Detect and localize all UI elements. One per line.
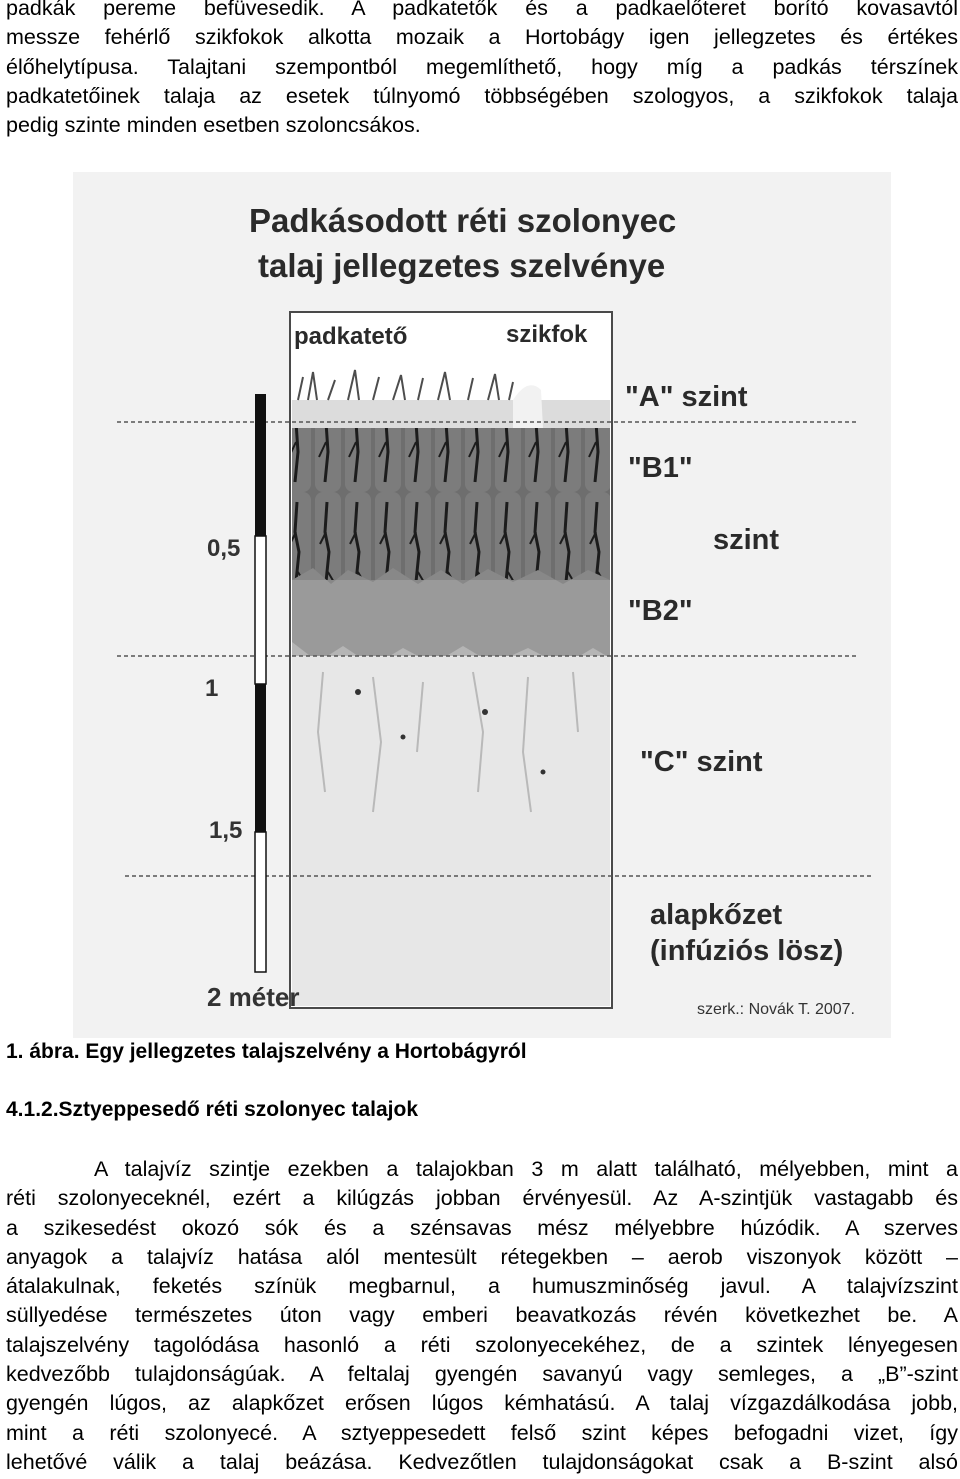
text-line: a szikesedést okozó sók és a szénsavas mész mélyebbre húzódik. A szerves	[6, 1215, 958, 1240]
figure-title-line2: talaj jellegzetes szelvénye	[258, 247, 666, 284]
text-line: átalakulnak, feketés színük megbarnul, a humuszminőség javul. A talajvízszint	[6, 1274, 958, 1299]
label-b1-horizon: "B1"	[628, 452, 693, 484]
a-horizon	[292, 400, 610, 428]
label-a-horizon: "A" szint	[625, 381, 748, 413]
text-line: padkatetőinek talaja az esetek túlnyomó többségében szologyos, a szikfokok talaja	[6, 83, 958, 108]
label-b-szint: szint	[713, 524, 780, 556]
intro-paragraph	[6, 0, 958, 140]
text-line: mint a réti szolonyecé. A sztyeppesedett felső szint képes befogadni vizet, így	[6, 1420, 958, 1445]
b2-horizon	[292, 580, 610, 656]
depth-label-15: 1,5	[209, 817, 243, 844]
label-b2-horizon: "B2"	[628, 595, 693, 627]
depth-scale-bar	[255, 394, 266, 972]
text-line: lehetővé válik a talaj beázása. Kedvezőtlen tulajdonságokat csak a B-szint alsó	[6, 1449, 958, 1474]
figure-title-line1: Padkásodott réti szolonyec	[249, 202, 677, 239]
text-line: gyengén lúgos, az alapkőzet erősen lúgos kémhatású. A talaj vízgazdálkodása jobb,	[6, 1391, 958, 1416]
text-line: A talajvíz szintje ezekben a talajokban 3 m alatt található, mélyebben, mint a	[94, 1157, 958, 1181]
figure-credit: szerk.: Novák T. 2007.	[697, 1001, 855, 1018]
depth-label-1: 1	[205, 675, 219, 702]
figure-caption: 1. ábra. Egy jellegzetes talajszelvény a Hortobágyról	[6, 1040, 527, 1063]
label-c-horizon: "C" szint	[640, 746, 763, 778]
label-bedrock: alapkőzet	[650, 899, 783, 931]
depth-label-2: 2 méter	[207, 982, 300, 1012]
text-line: anyagok a talajvíz hatása alól mentesült rétegekben – aerob viszonyok között –	[6, 1244, 958, 1269]
depth-label-05: 0,5	[207, 535, 241, 562]
text-line: pedig szinte minden esetben szoloncsákos.	[6, 113, 421, 138]
b1-horizon	[292, 428, 610, 580]
text-line: padkák pereme befüvesedik. A padkatetők és a padkaelőteret borító kovasavtól	[6, 0, 958, 20]
text-line: talajszelvény tagolódása hasonló a réti szolonyecekéhez, de a szintek lényegesen	[6, 1332, 958, 1357]
label-bedrock-type: (infúziós lösz)	[650, 935, 844, 967]
text-line: réti szolonyeceknél, ezért a kilúgzás jobban érvényesül. Az A-szintjük vastagabb és	[6, 1186, 958, 1211]
profile-box	[290, 312, 612, 1008]
label-padkateto: padkatető	[294, 323, 408, 350]
section-heading: 4.1.2.Sztyeppesedő réti szolonyec talajok	[6, 1098, 418, 1121]
text-line: messze fehérlő szikfokok alkotta mozaik a Hortobágy igen jellegzetes és értékes	[6, 25, 958, 50]
text-line: kedvezőbb tulajdonságúak. A feltalaj gyengén savanyú vagy semleges, a „B”-szint	[6, 1362, 958, 1387]
label-szikfok: szikfok	[506, 321, 588, 348]
text-line: süllyedése természetes úton vagy emberi beavatkozás révén következhet be. A	[6, 1303, 958, 1328]
c-horizon	[292, 656, 610, 1006]
body-paragraph	[6, 1155, 958, 1477]
soil-profile-figure	[73, 172, 891, 1038]
text-line: élőhelytípusa. Talajtani szempontból megemlíthető, hogy míg a padkás térszínek	[6, 54, 958, 79]
